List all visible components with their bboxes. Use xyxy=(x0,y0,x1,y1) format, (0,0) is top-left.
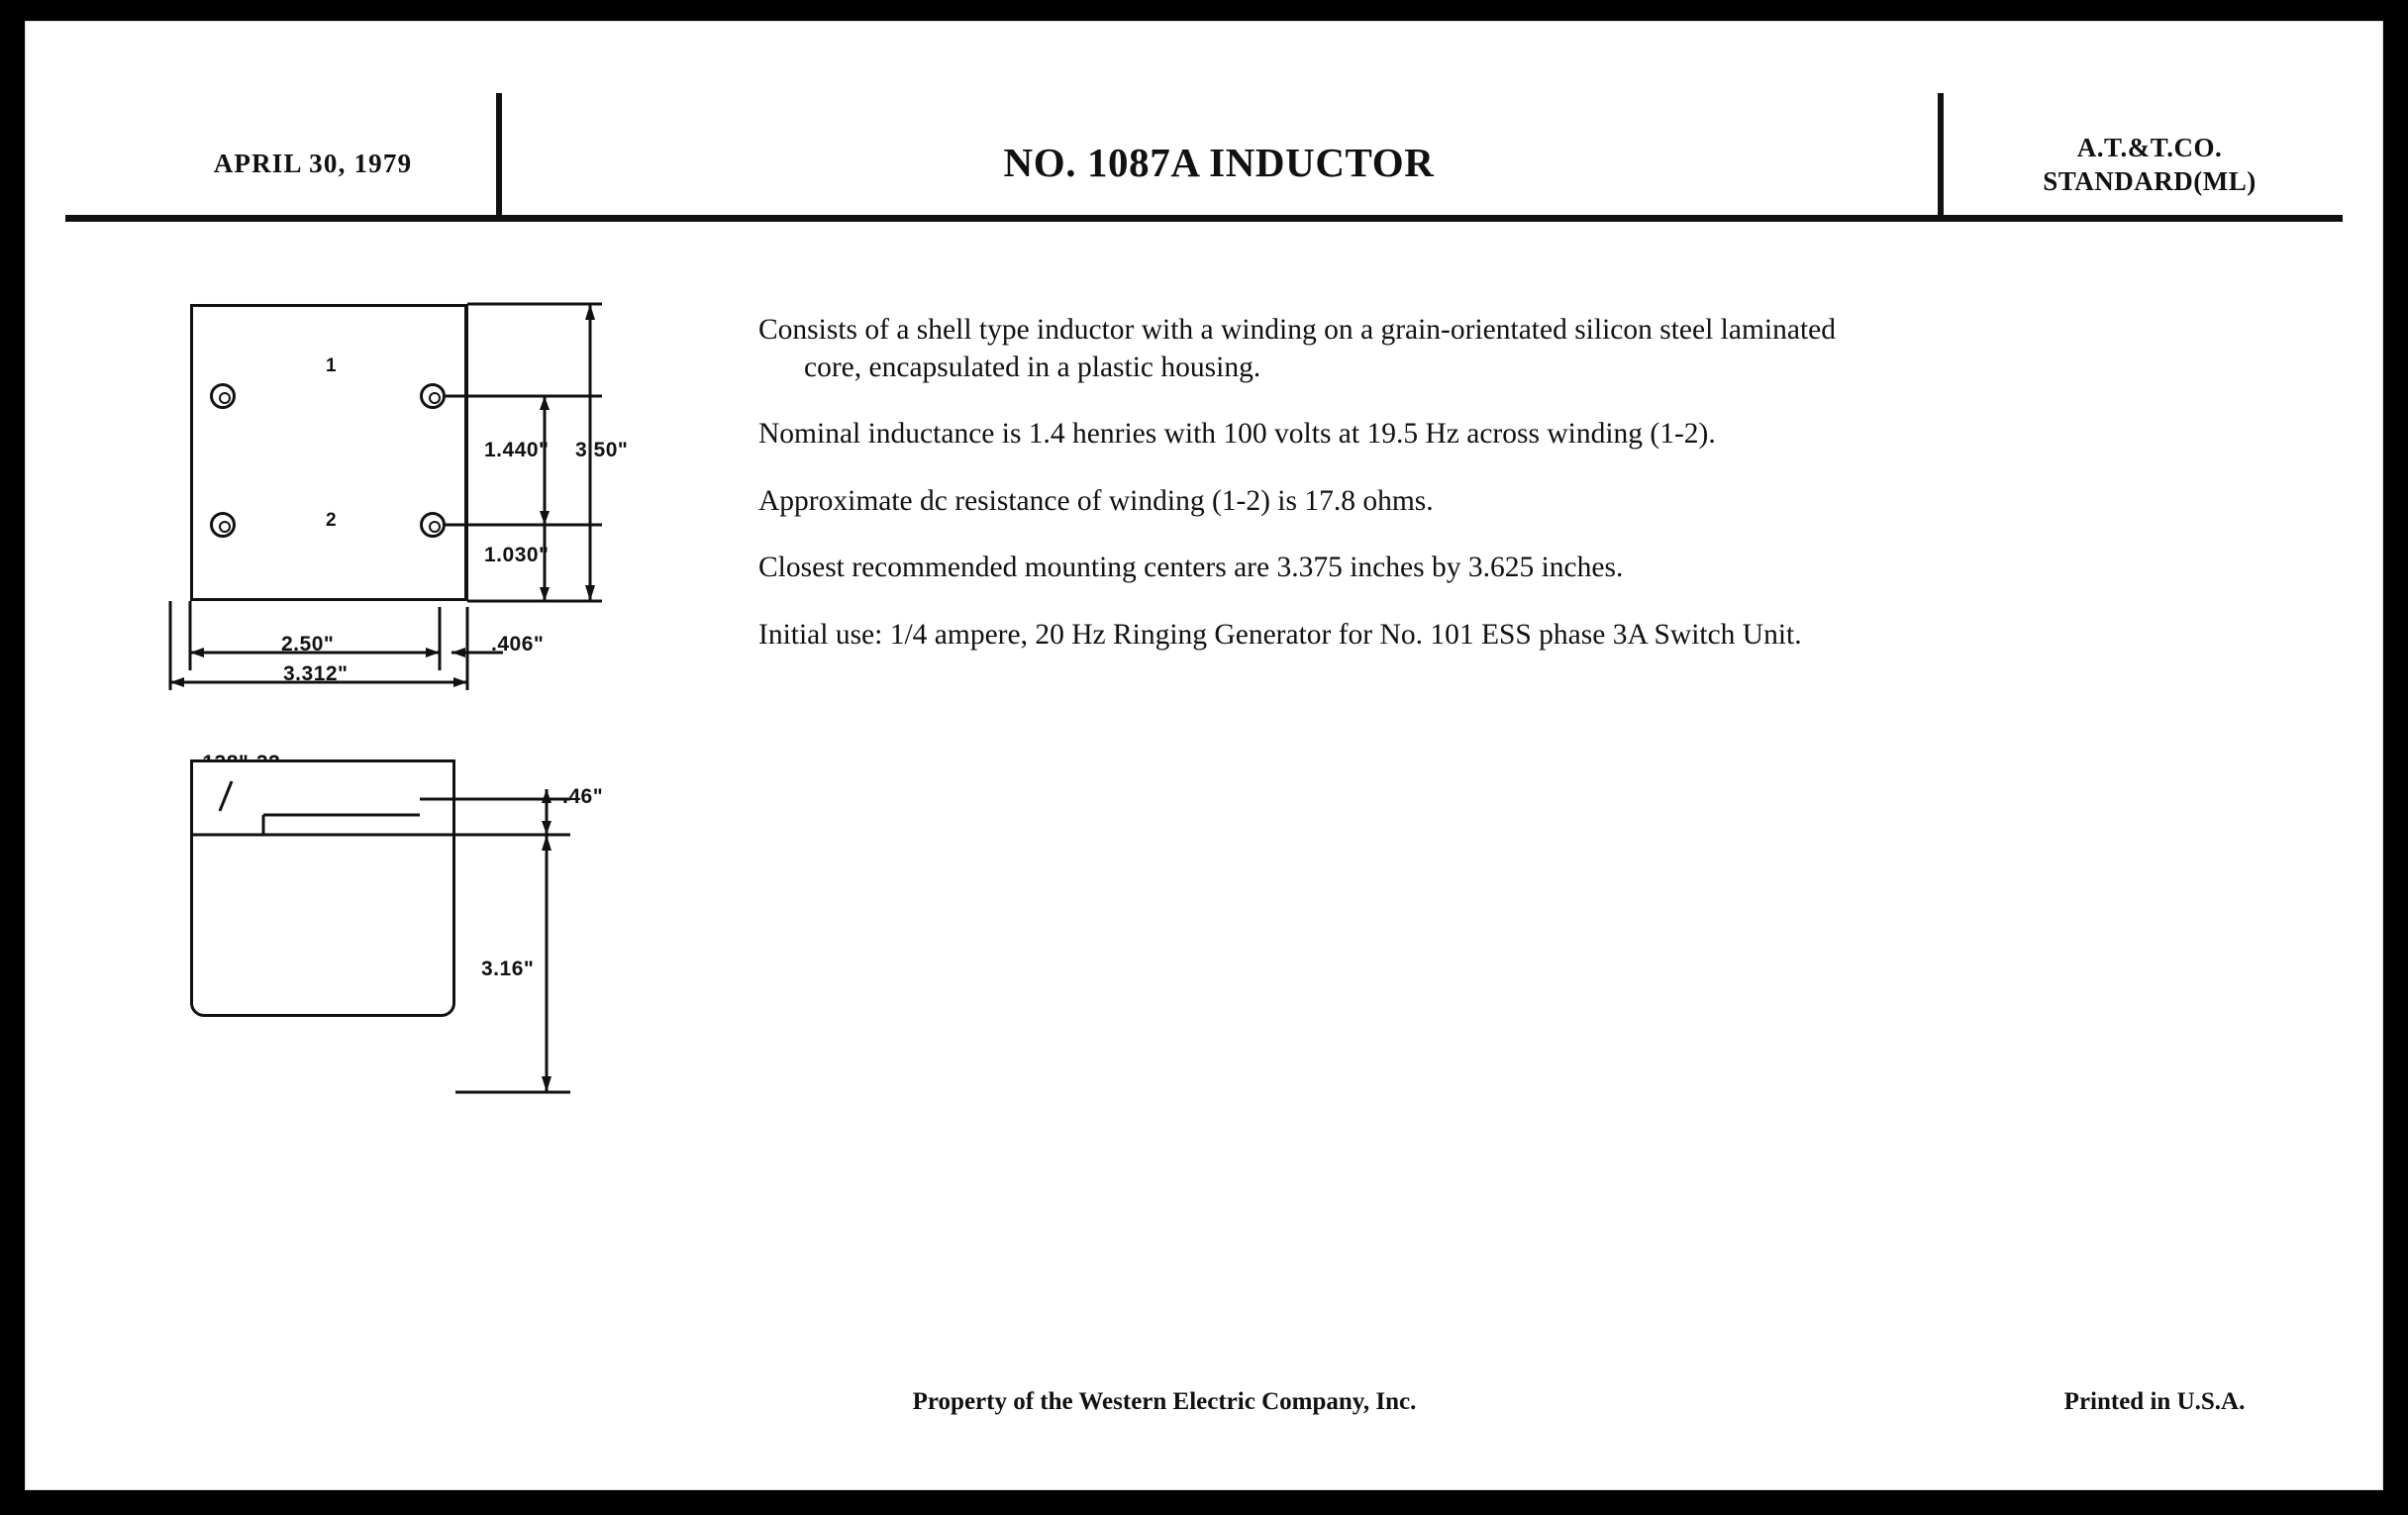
header-bottom-rule xyxy=(65,215,2343,222)
description-block xyxy=(758,281,2303,669)
top-view-dimension-lines xyxy=(154,274,768,690)
description-text: Nominal inductance is 1.4 henries with 100 volts at 19.5 Hz across winding (1-2). xyxy=(758,418,1716,450)
document-date: APRIL 30, 1979 xyxy=(213,149,413,178)
dimension-1030-label: 1.030" xyxy=(484,544,550,566)
description-paragraph xyxy=(758,311,2303,386)
description-paragraph xyxy=(758,415,2303,453)
dimension-3312-label: 3.312" xyxy=(283,662,349,685)
footer-property-notice: Property of the Western Electric Company, Inc. xyxy=(912,1388,1417,1415)
description-text: Closest recommended mounting centers are 3.375 inches by 3.625 inches. xyxy=(758,552,1624,583)
footer-printed-notice: Printed in U.S.A. xyxy=(2063,1388,2246,1415)
description-continuation: core, encapsulated in a plastic housing. xyxy=(804,351,1261,383)
dimension-46-label: .46" xyxy=(562,785,604,808)
dimension-350-label: 3.50" xyxy=(575,439,629,461)
dimension-316-label: 3.16" xyxy=(481,958,535,980)
page-footer xyxy=(26,1388,2382,1448)
header-divider-right xyxy=(1938,93,1944,218)
description-text: Initial use: 1/4 ampere, 20 Hz Ringing Generator for No. 101 ESS phase 3A Switch Unit. xyxy=(758,618,1802,651)
page-header xyxy=(26,22,2382,220)
description-paragraph xyxy=(758,482,2303,520)
company-name: A.T.&T.CO. xyxy=(2076,133,2223,162)
dimension-1440-label: 1.440" xyxy=(484,439,550,461)
dimension-406-label: .406" xyxy=(491,633,545,656)
terminal-1-label: 1 xyxy=(326,355,338,376)
description-paragraph xyxy=(758,616,2303,654)
page-title: NO. 1087A INDUCTOR xyxy=(1003,140,1435,185)
document-page xyxy=(26,22,2382,1489)
description-text: Consists of a shell type inductor with a winding on a grain-orientated silicon steel laminated xyxy=(758,313,1836,346)
terminal-2-label: 2 xyxy=(326,510,338,531)
side-view-dimension-lines xyxy=(154,690,768,1205)
company-standard-label xyxy=(1956,131,2343,198)
technical-drawings xyxy=(154,274,768,1264)
header-divider-left xyxy=(496,93,502,218)
standard-label: STANDARD(ML) xyxy=(2043,166,2257,196)
dimension-250-label: 2.50" xyxy=(281,633,335,656)
description-text: Approximate dc resistance of winding (1-2) is 17.8 ohms. xyxy=(758,484,1434,517)
description-paragraph xyxy=(758,549,2303,586)
